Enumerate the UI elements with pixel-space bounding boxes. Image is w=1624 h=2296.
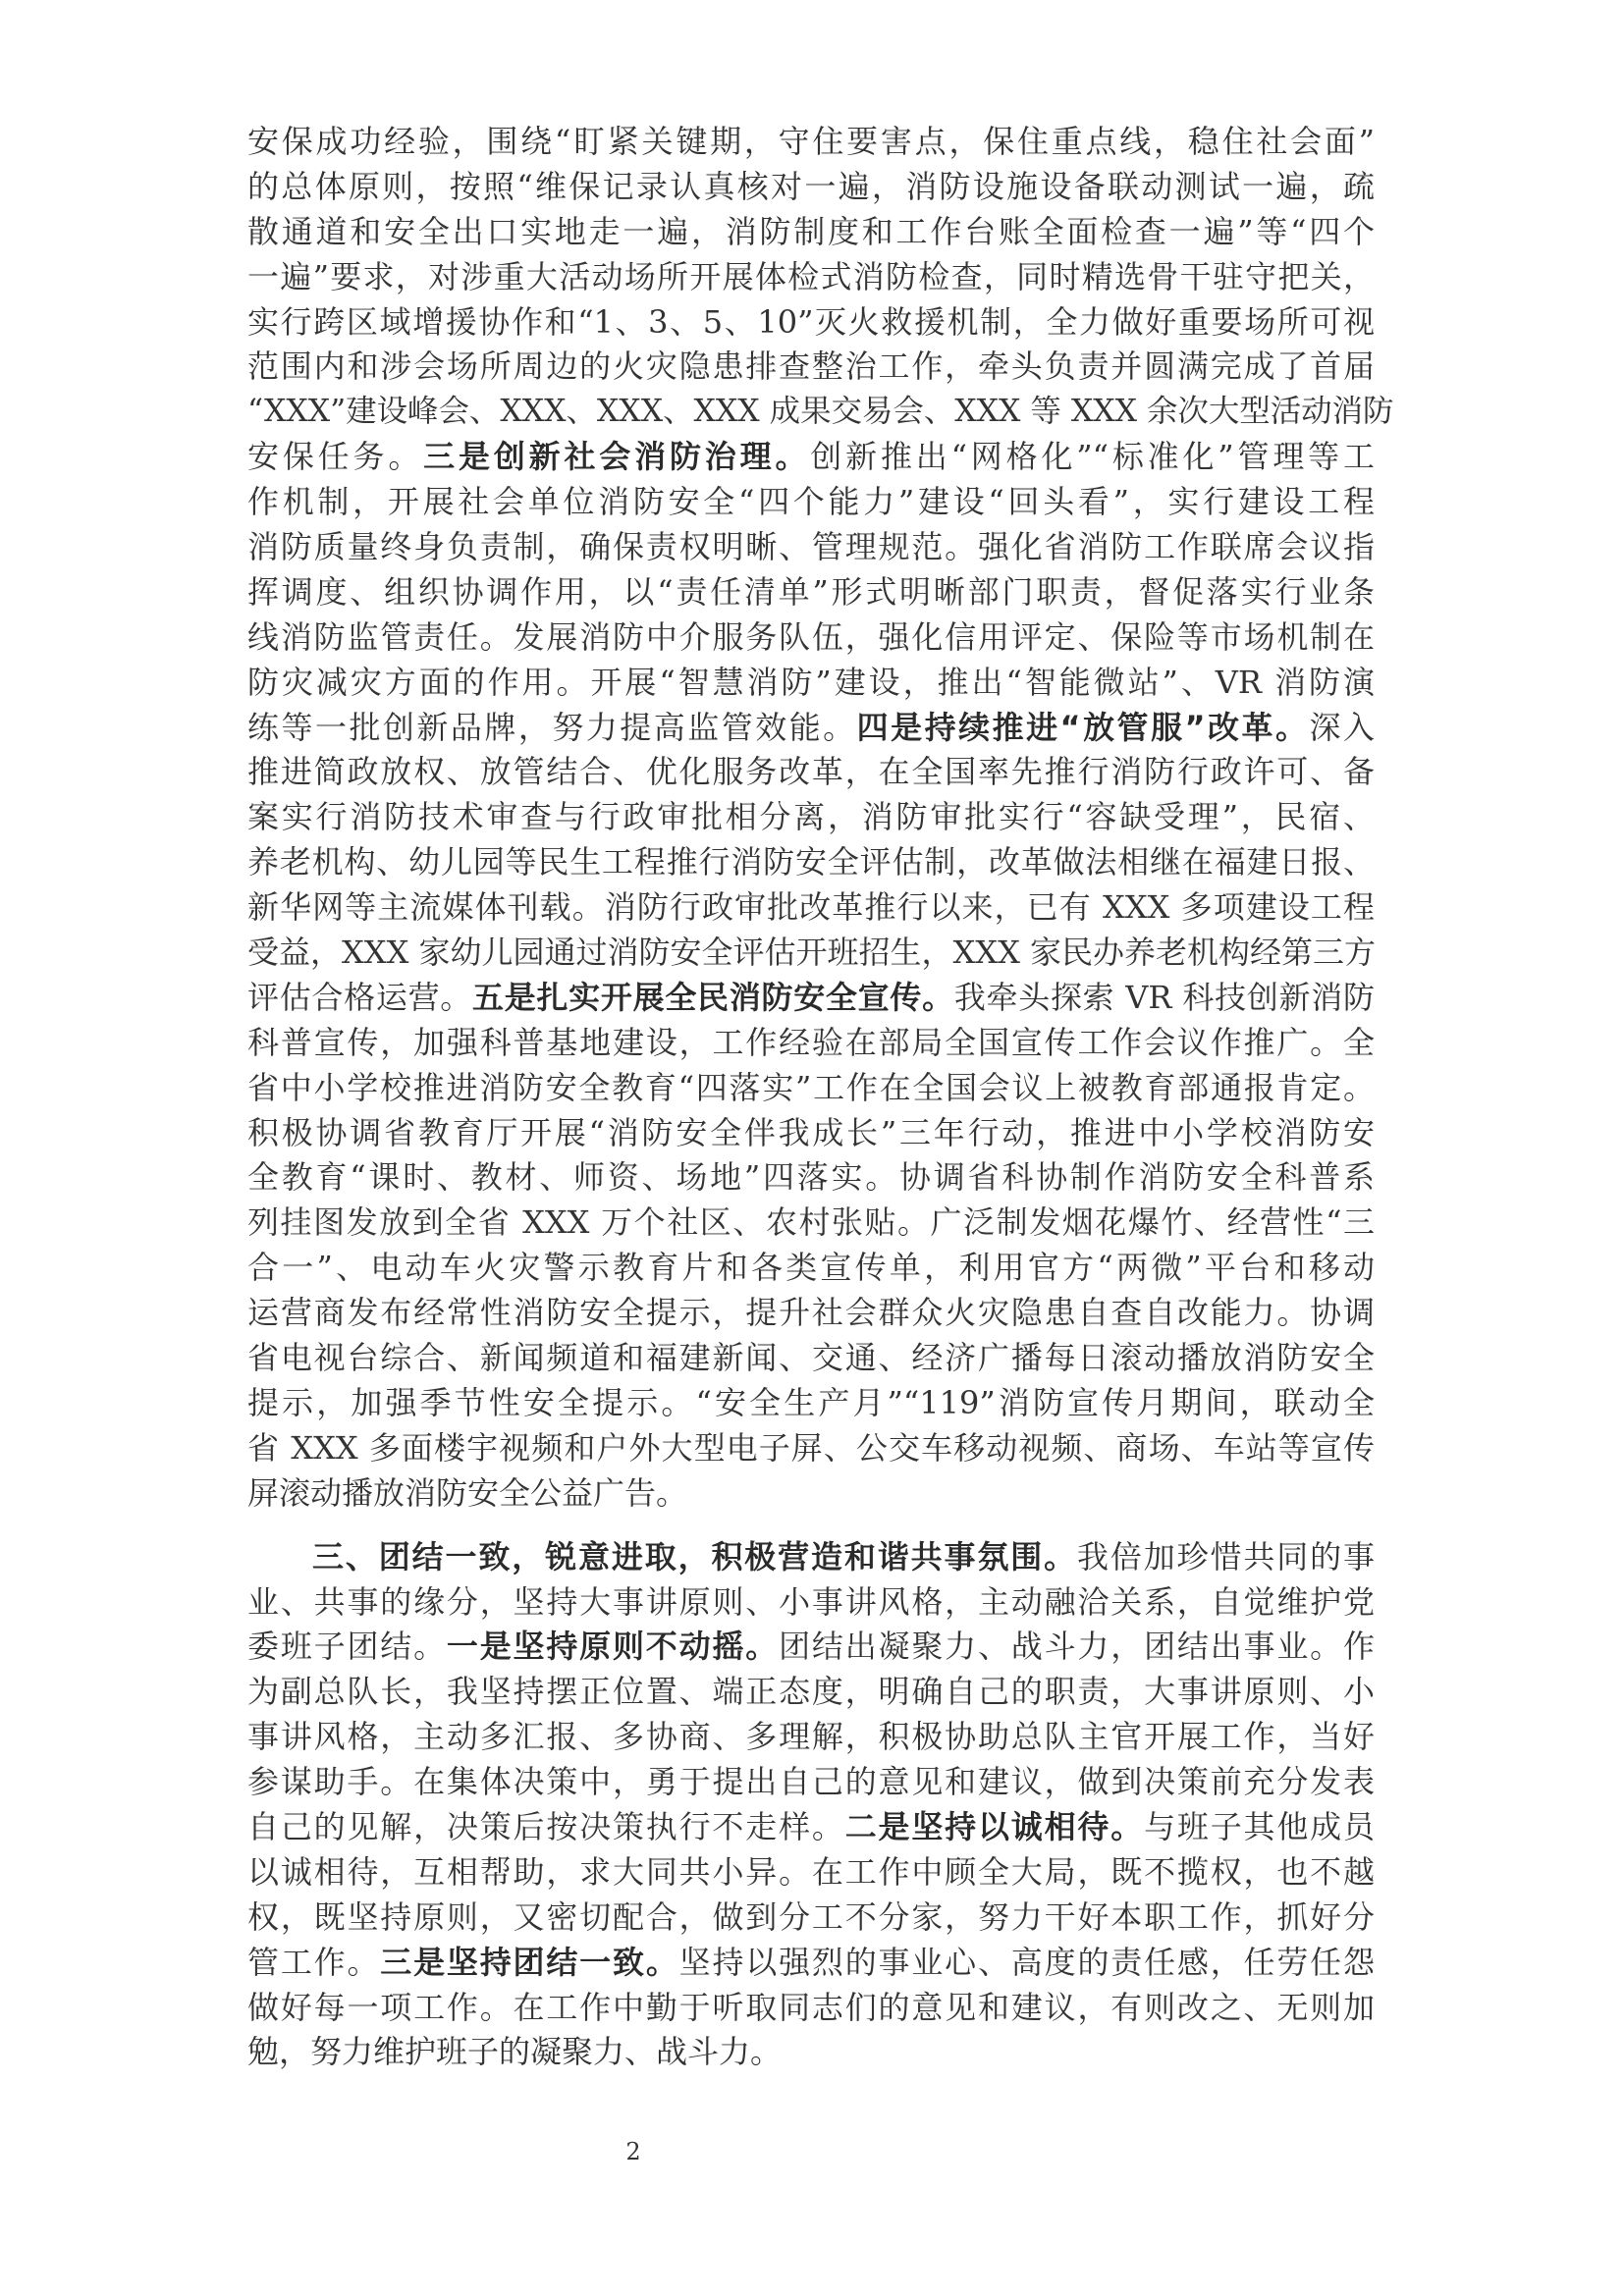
bold-heading-text: 三是坚持团结一致。 <box>380 1943 679 1981</box>
text-line <box>247 706 1375 751</box>
bold-heading-text: 三、团结一致，锐意进取，积极营造和谐共事氛围。 <box>312 1537 1078 1575</box>
body-text: 线消防监管责任。发展消防中介服务队伍，强化信用评定、保险等市场机制在 <box>247 617 1375 656</box>
body-text: 做好每一项工作。在工作中勤于听取同志们的意见和建议，有则改之、无则加 <box>247 1988 1375 2026</box>
body-text: 坚持以强烈的事业心、高度的责任感，任劳任怨 <box>678 1943 1375 1981</box>
bold-heading-text: 五是扎实开展全民消防安全宣传。 <box>472 978 954 1016</box>
body-text: 管工作。 <box>247 1943 381 1981</box>
body-text: 养老机构、幼儿园等民生工程推行消防安全评估制，改革做法相继在福建日报、 <box>247 843 1375 881</box>
text-line <box>247 885 1375 931</box>
text-line <box>247 615 1375 661</box>
text-line <box>247 661 1375 706</box>
body-text: 积极协调省教育厅开展“消防安全伴我成长”三年行动，推进中小学校消防安 <box>247 1113 1375 1151</box>
paragraph <box>247 1535 1375 2076</box>
text-line <box>247 931 1375 976</box>
body-text: 列挂图发放到全省 XXX 万个社区、农村张贴。广泛制发烟花爆竹、经营性“三 <box>247 1203 1375 1242</box>
text-line <box>247 1066 1375 1111</box>
body-text: 的总体原则，按照“维保记录认真核对一遍，消防设施设备联动测试一遍，疏 <box>247 167 1375 205</box>
body-text: 案实行消防技术审查与行政审批相分离，消防审批实行“容缺受理”，民宿、 <box>247 798 1375 836</box>
body-text: 权，既坚持原则，又密切配合，做到分工不分家，努力干好本职工作，抓好分 <box>247 1897 1375 1936</box>
text-line <box>247 750 1375 795</box>
body-text: 合一”、电动车火灾警示教育片和各类宣传单，利用官方“两微”平台和移动 <box>247 1249 1375 1287</box>
text-line <box>247 120 1375 165</box>
body-text: 科普宣传，加强科普基地建设，工作经验在部局全国宣传工作会议作推广。全 <box>247 1023 1375 1061</box>
body-text: 省电视台综合、新闻频道和福建新闻、交通、经济广播每日滚动播放消防安全 <box>247 1339 1375 1377</box>
body-text: 以诚相待，互相帮助，求大同共小异。在工作中顾全大局，既不揽权，也不越 <box>247 1852 1375 1891</box>
body-text: 范围内和涉会场所周边的火灾隐患排查整治工作，牵头负责并圆满完成了首届 <box>247 347 1375 386</box>
paragraph <box>247 120 1394 1517</box>
bold-heading-text: 三是创新社会消防治理。 <box>423 438 811 476</box>
text-line <box>247 1896 1375 1941</box>
body-text: 省中小学校推进消防安全教育“四落实”工作在全国会议上被教育部通报肯定。 <box>247 1068 1375 1106</box>
text-line <box>247 1471 1375 1517</box>
body-text: 事讲风格，主动多汇报、多协商、多理解，积极协助总队主官开展工作，当好 <box>247 1718 1375 1756</box>
text-line <box>247 1625 1375 1670</box>
body-text: 实行跨区域增援协作和“1、3、5、10”灭火救援机制，全力做好重要场所可视 <box>247 302 1375 341</box>
text-line <box>247 1715 1375 1760</box>
text-line <box>247 390 1394 435</box>
text-line <box>247 976 1375 1021</box>
body-text: 委班子团结。 <box>247 1628 447 1666</box>
text-line <box>247 1426 1375 1471</box>
text-line <box>247 435 1375 480</box>
text-line <box>247 345 1375 390</box>
text-line <box>247 1111 1375 1156</box>
text-line <box>247 1291 1375 1336</box>
bold-heading-text: 一是坚持原则不动摇。 <box>446 1628 780 1666</box>
text-line <box>247 300 1375 346</box>
text-line <box>247 1941 1375 1986</box>
text-line <box>247 840 1375 885</box>
text-line <box>247 1986 1375 2031</box>
body-text: 练等一批创新品牌，努力提高监管效能。 <box>247 708 857 746</box>
text-line <box>247 525 1375 570</box>
body-text: 为副总队长，我坚持摆正位置、端正态度，明确自己的职责，大事讲原则、小 <box>247 1673 1375 1711</box>
text-line <box>247 1201 1375 1246</box>
body-text: 创新推出“网格化”“标准化”管理等工 <box>810 438 1375 476</box>
body-text: 全教育“课时、教材、师资、场地”四落实。协调省科协制作消防安全科普系 <box>247 1158 1375 1197</box>
text-line <box>247 570 1375 615</box>
body-text: 运营商发布经常性消防安全提示，提升社会群众火灾隐患自查自改能力。协调 <box>247 1294 1375 1332</box>
body-text: 省 XXX 多面楼宇视频和户外大型电子屏、公交车移动视频、商场、车站等宣传 <box>247 1428 1375 1467</box>
body-text: 消防质量终身负责制，确保责权明晰、管理规范。强化省消防工作联席会议指 <box>247 528 1375 566</box>
body-text: 勉，努力维护班子的凝聚力、战斗力。 <box>247 2033 783 2071</box>
text-line <box>247 210 1375 255</box>
body-text: 评估合格运营。 <box>247 978 473 1016</box>
body-text: 一遍”要求，对涉重大活动场所开展体检式消防检查，同时精选骨干驻守把关， <box>247 257 1375 295</box>
text-line <box>247 1246 1375 1291</box>
text-line <box>247 1760 1375 1805</box>
body-text: 团结出凝聚力、战斗力，团结出事业。作 <box>779 1628 1375 1666</box>
body-text: 我牵头探索 VR 科技创新消防 <box>953 978 1375 1016</box>
text-line <box>247 1850 1375 1896</box>
text-line <box>247 255 1375 300</box>
text-line <box>247 795 1375 840</box>
text-line <box>247 1021 1375 1066</box>
body-text: 参谋助手。在集体决策中，勇于提出自己的意见和建议，做到决策前充分发表 <box>247 1763 1375 1801</box>
body-text: 散通道和安全出口实地走一遍，消防制度和工作台账全面检查一遍”等“四个 <box>247 212 1375 250</box>
text-line <box>247 1155 1375 1201</box>
bold-heading-text: 四是持续推进“放管服”改革。 <box>856 708 1310 746</box>
body-text: 提示，加强季节性安全提示。“安全生产月”“119”消防宣传月期间，联动全 <box>247 1383 1375 1421</box>
text-line <box>247 165 1375 210</box>
text-line <box>247 1336 1375 1381</box>
text-line <box>247 1381 1375 1426</box>
text-line <box>247 1535 1375 1580</box>
body-text: 屏滚动播放消防安全公益广告。 <box>247 1473 688 1512</box>
body-text: 推进简政放权、放管结合、优化服务改革，在全国率先推行消防行政许可、备 <box>247 753 1375 791</box>
body-text: 与班子其他成员 <box>1144 1807 1375 1845</box>
text-line <box>247 1805 1375 1850</box>
body-text: 业、共事的缘分，坚持大事讲原则、小事讲风格，主动融洽关系，自觉维护党 <box>247 1582 1375 1621</box>
body-text: 挥调度、组织协调作用，以“责任清单”形式明晰部门职责，督促落实行业条 <box>247 572 1375 611</box>
body-text: 安保任务。 <box>247 438 424 476</box>
document-body <box>247 120 1394 2075</box>
body-text: 受益，XXX 家幼儿园通过消防安全评估开班招生，XXX 家民办养老机构经第三方 <box>247 934 1377 972</box>
body-text: “XXX”建设峰会、XXX、XXX、XXX 成果交易会、XXX 等 XXX 余次大型活动消防 <box>247 394 1394 430</box>
body-text: 作机制，开展社会单位消防安全“四个能力”建设“回头看”，实行建设工程 <box>247 483 1375 521</box>
text-line <box>247 1670 1375 1715</box>
text-line <box>247 2030 1375 2075</box>
body-text: 自己的见解，决策后按决策执行不走样。 <box>247 1807 845 1845</box>
text-line <box>247 1580 1375 1626</box>
body-text: 安保成功经验，围绕“盯紧关键期，守住要害点，保住重点线，稳住社会面” <box>247 123 1375 160</box>
body-text: 我倍加珍惜共同的事 <box>1077 1537 1375 1575</box>
text-line <box>247 480 1375 525</box>
page-number: 2 <box>625 2138 641 2165</box>
body-text: 深入 <box>1309 708 1375 746</box>
body-text: 防灾减灾方面的作用。开展“智慧消防”建设，推出“智能微站”、VR 消防演 <box>247 663 1375 701</box>
body-text: 新华网等主流媒体刊载。消防行政审批改革推行以来，已有 XXX 多项建设工程 <box>247 888 1375 927</box>
bold-heading-text: 二是坚持以诚相待。 <box>844 1807 1145 1845</box>
